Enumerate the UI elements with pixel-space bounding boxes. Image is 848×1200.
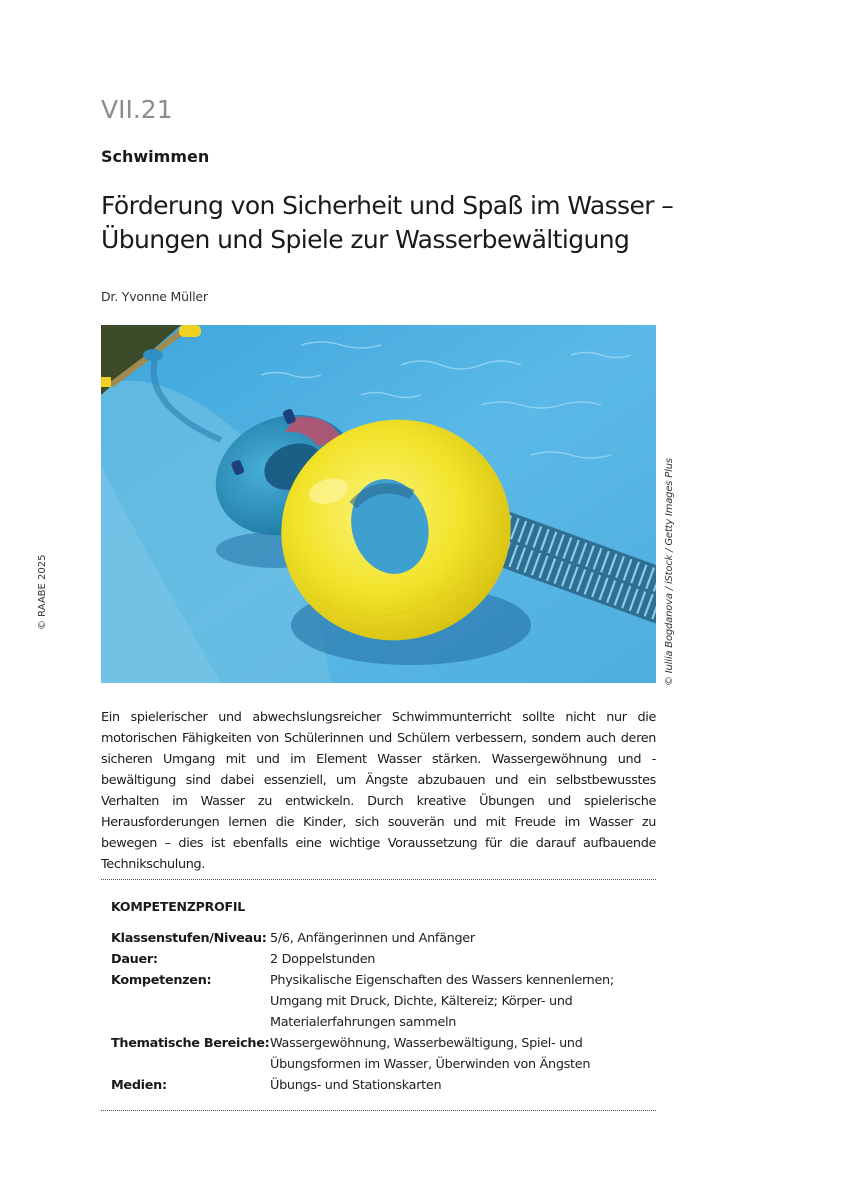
profile-row-grade-level — [111, 928, 651, 949]
profile-row-topics — [111, 1033, 651, 1075]
intro-paragraph: Ein spielerischer und abwechslungsreicher Schwimmunterricht sollte nicht nur die motorischen Fähigkeiten von Schülerinnen und Schülern verbessern, sondern auch deren sicheren Umgang mit und im Element Wasser stärken. Wassergewöhnung und -bewältigung sind dabei essenziell, um Ängste abzubauen und ein selbstbewusstes Verhalten im Wasser zu entwickeln. Durch kreative Übungen und spielerische Herausforderungen lernen die Kinder, sich souverän und mit Freude im Wasser zu bewegen – dies ist ebenfalls eine wichtige Voraussetzung für die darauf aufbauende Technikschulung. — [101, 710, 656, 872]
competence-profile-heading: KOMPETENZPROFIL — [111, 899, 246, 914]
copyright-notice: © RAABE 2025 — [37, 554, 48, 630]
profile-label: Dauer: — [111, 952, 158, 967]
subject-label: Schwimmen — [101, 147, 210, 166]
profile-label: Klassenstufen/Niveau: — [111, 931, 267, 946]
profile-value: Wassergewöhnung, Wasserbewältigung, Spiel- und Übungsformen im Wasser, Überwinden von Ängsten — [270, 1036, 591, 1072]
swim-rings-illustration — [101, 325, 656, 683]
page-title: Förderung von Sicherheit und Spaß im Wasser – Übungen und Spiele zur Wasserbewältigung — [101, 191, 674, 254]
author: Dr. Yvonne Müller — [101, 289, 208, 304]
profile-label: Medien: — [111, 1078, 167, 1093]
profile-value: Physikalische Eigenschaften des Wassers kennenlernen; Umgang mit Druck, Dichte, Kältereiz; Körper- und Materialerfahrungen sammeln — [270, 973, 614, 1030]
profile-value: Übungs- und Stationskarten — [270, 1078, 442, 1093]
profile-row-duration — [111, 949, 651, 970]
divider-bottom — [101, 1110, 656, 1111]
competence-profile-table — [111, 928, 651, 1096]
profile-label: Kompetenzen: — [111, 973, 212, 988]
profile-row-competencies — [111, 970, 651, 1033]
hero-photo — [101, 325, 656, 683]
profile-label: Thematische Bereiche: — [111, 1036, 270, 1051]
photo-credit: © Iuliia Bogdanova / iStock / Getty Images Plus — [664, 458, 675, 686]
profile-value: 2 Doppelstunden — [270, 952, 376, 967]
profile-row-media — [111, 1075, 651, 1096]
divider-top — [101, 879, 656, 880]
profile-value: 5/6, Anfängerinnen und Anfänger — [270, 931, 475, 946]
chapter-number: VII.21 — [101, 95, 173, 124]
